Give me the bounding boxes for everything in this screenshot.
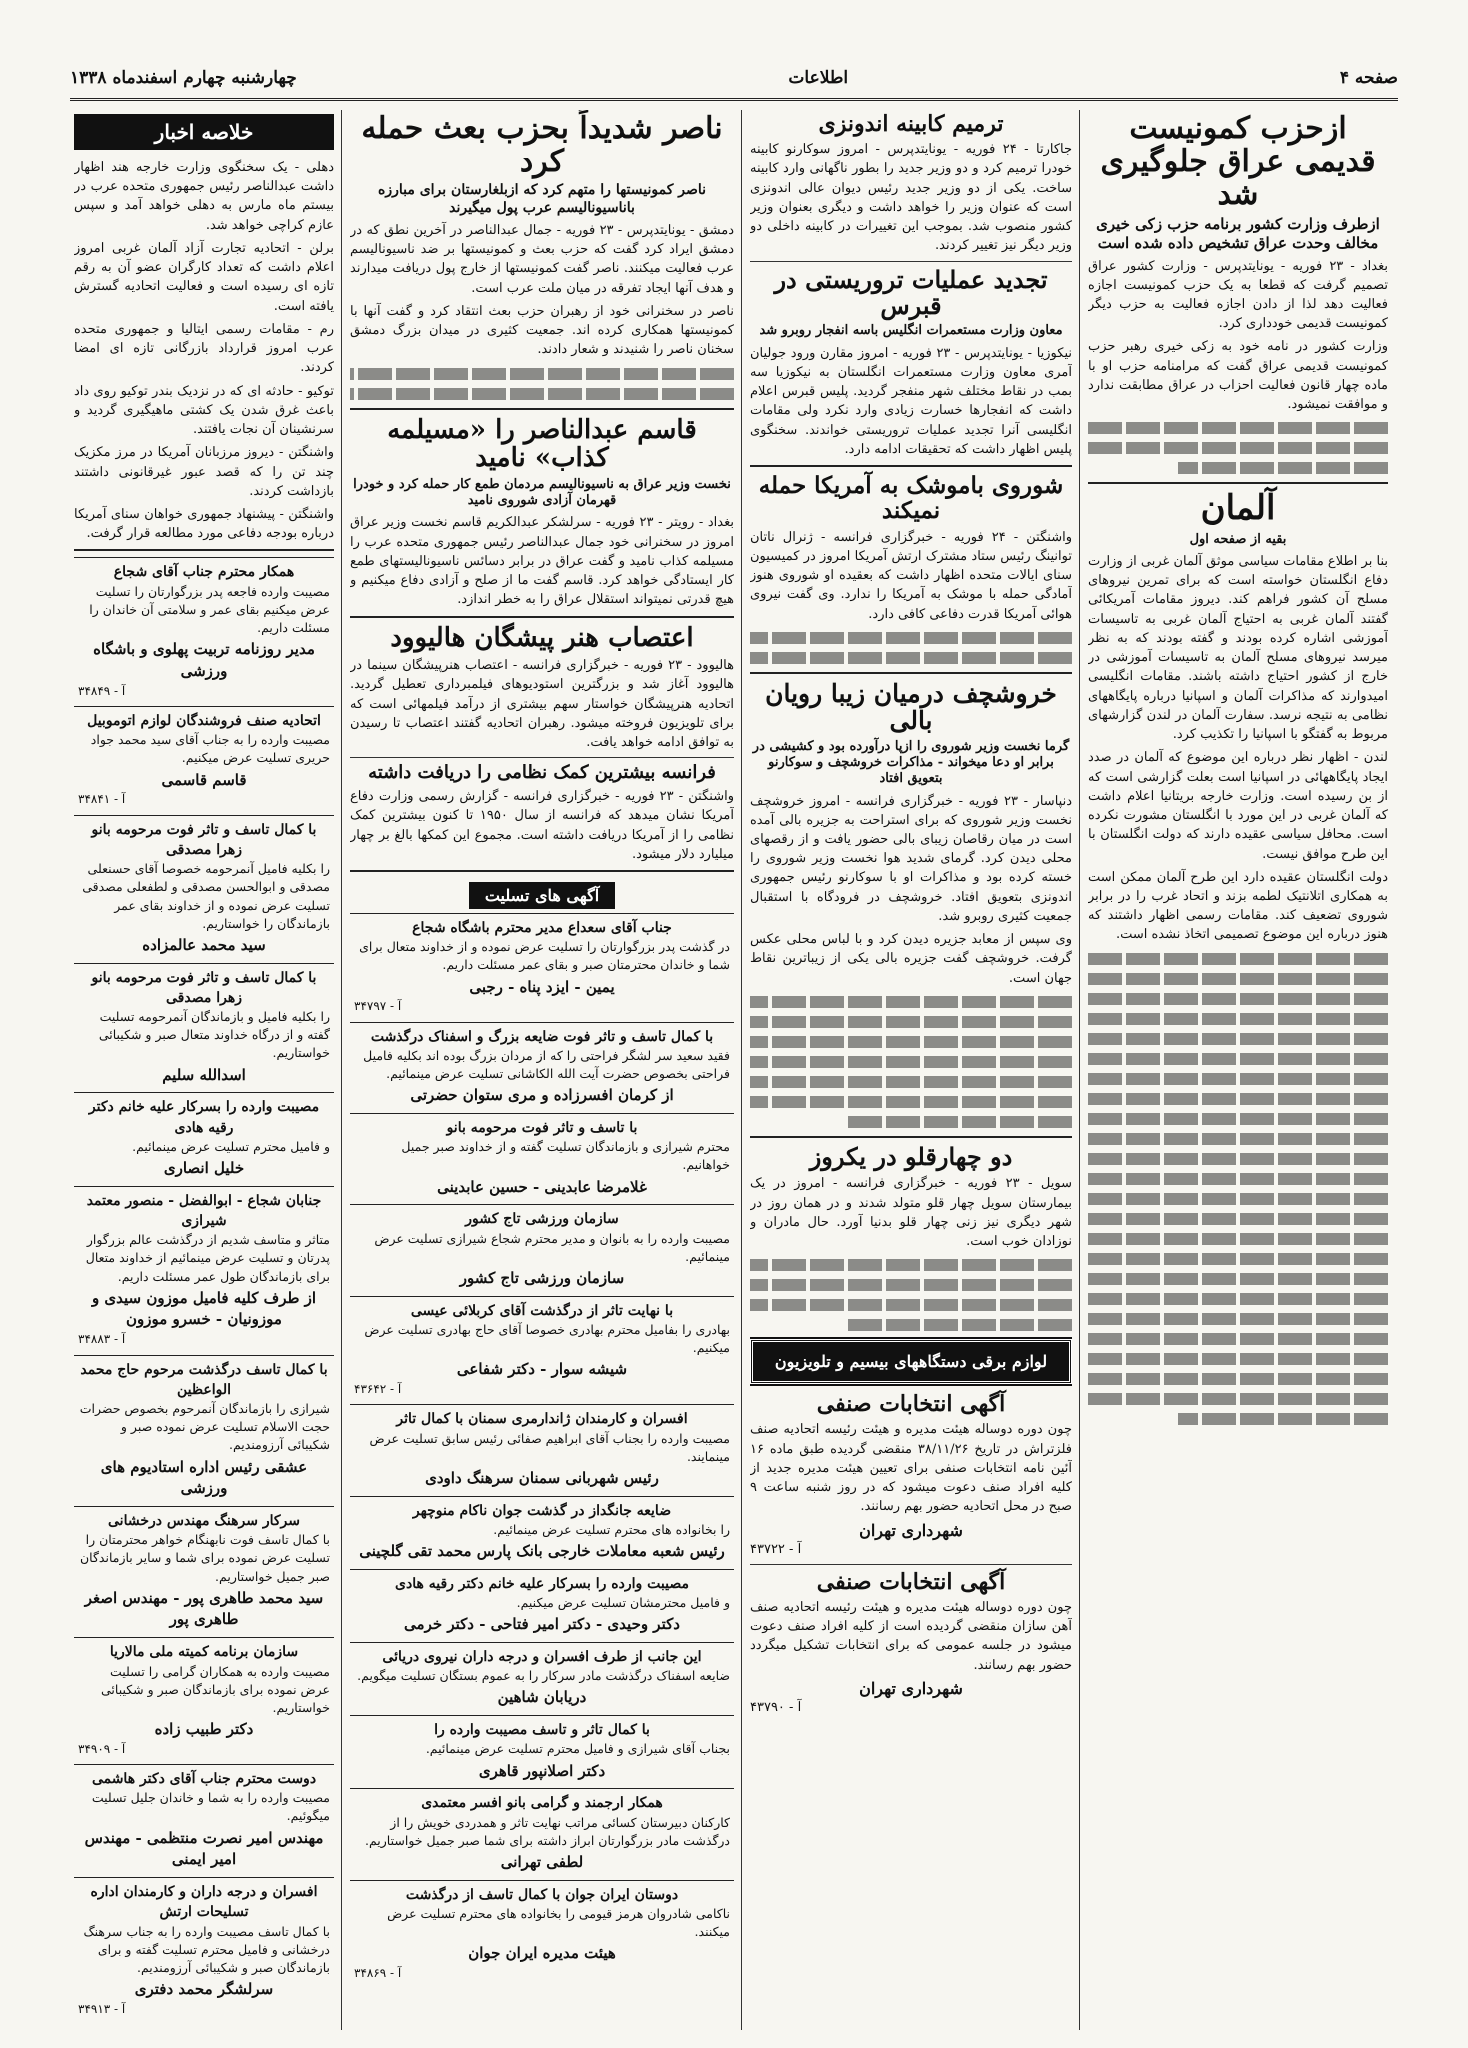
text-filler bbox=[750, 1036, 1072, 1048]
condolence-ad-mid-body: در گذشت پدر بزرگوارتان را تسلیت عرض نموده و از خداوند متعال برای شما و خاندان محترمتان صبر و بقای عمر مسئلت داریم. bbox=[359, 939, 730, 973]
text-filler bbox=[1088, 1393, 1388, 1405]
divider bbox=[350, 616, 734, 618]
text-filler bbox=[750, 1056, 1072, 1068]
divider bbox=[350, 870, 734, 872]
headline-indonesia: ترمیم کابینه اندونزی bbox=[818, 111, 1004, 137]
headline-khrushchev-bali: خروشچف درمیان زیبا رویان بالی bbox=[765, 678, 1057, 736]
condolence-ad-mid-sign: از کرمان افسرزاده و مری ستوان حضرتی bbox=[410, 1086, 674, 1105]
text-filler bbox=[750, 1096, 1072, 1108]
condolence-ad-mid-sign: یمین - ایزد پناه - رجبی bbox=[469, 977, 615, 996]
condolence-ad-mid-head: با تاسف و تاثر فوت مرحومه بانو bbox=[446, 1119, 638, 1136]
headline-elections-1: آگهی انتخابات صنفی bbox=[816, 1391, 1006, 1418]
condolence-label-wrap bbox=[350, 878, 734, 913]
text-filler bbox=[350, 388, 734, 400]
text-filler bbox=[1088, 1273, 1388, 1285]
condolence-ad-mid-head: همکار ارجمند و گرامی بانو افسر معتمدی bbox=[421, 1795, 663, 1812]
condolence-ad-left-head: با کمال تاسف درگذشت مرحوم حاج محمد الواعظین bbox=[80, 1361, 328, 1398]
condolence-ad-left-body: مصیبت وارده فاجعه پدر بزرگوارتان را تسلیت عرض میکنیم بقای عمر و سلامتی آن خاندان را مسئلت داریم. bbox=[89, 583, 330, 635]
text-filler bbox=[350, 368, 734, 380]
condolence-ad-left-4 bbox=[74, 963, 334, 1093]
headline-quadruplets: دو چهارقلو در یکروز bbox=[809, 1141, 1013, 1171]
condolence-ad-mid-body: ضایعه اسفناک درگذشت مادر سرکار را به عموم بستگان تسلیت میگویم. bbox=[357, 1668, 730, 1684]
divider bbox=[750, 672, 1072, 674]
condolence-ad-left-sign: دکتر طبیب زاده bbox=[154, 1719, 254, 1738]
masthead bbox=[70, 58, 1398, 101]
condolence-ad-mid-body: مصیبت وارده را بجناب آقای ابراهیم صفائی رئیس سابق تسلیت عرض مینمایند. bbox=[369, 1430, 730, 1464]
condolence-ad-left-sign: سرلشگر محمد دفتری bbox=[134, 1980, 274, 1999]
condolence-ad-mid-head: جناب آقای سعداع مدیر محترم باشگاه شجاع bbox=[412, 920, 672, 936]
text-filler bbox=[1088, 1193, 1388, 1205]
headline-germany: آلمان bbox=[1200, 488, 1276, 529]
condolence-ad-mid-sign: رئیس شعبه معاملات خارجی بانک پارس محمد تقی گلچینی bbox=[359, 1541, 725, 1560]
page-number: صفحه ۴ bbox=[1339, 68, 1398, 88]
continued-label: بقیه از صفحه اول bbox=[1189, 531, 1287, 547]
headline-cyprus: تجدید عملیات تروریستی در قبرس bbox=[774, 264, 1048, 320]
electronics-banner-ad: لوازم برقی دستگاههای بیسیم و تلویزیون bbox=[750, 1339, 1072, 1384]
headline-hollywood-strike: اعتصاب هنر پیشگان هالیوود bbox=[390, 622, 694, 653]
condolence-ad-left-body: متاثر و متاسف شدیم از درگذشت عالم بزرگوار پدرتان و تسلیت عرض مینمائیم از خداوند متعال برای بازماندگان طول عمر مسئلت داریم. bbox=[85, 1232, 330, 1284]
article-germany-p3: دولت انگلستان عقیده دارد این طرح آلمان ممکن است به همکاری اتلانتیک لطمه بزند و اتحاد غرب را در برابر شوروی تضعیف کند. مقامات رسمی اظهار داشتند که هنوز درباره این موضوع تصمیمی اتخاذ نشده است. bbox=[1088, 869, 1388, 943]
article-iraq-p2: وزارت کشور در نامه خود به زکی خیری رهبر حزب کمونیست قدیمی عراق گفت که مرامنامه حزب او با ماده چهار قانون فعالیت احزاب در عراق مطابقت ندارد و موافقت نمیشود. bbox=[1088, 339, 1388, 413]
text-filler bbox=[750, 1016, 1072, 1028]
text-filler bbox=[1088, 993, 1388, 1005]
condolence-ad-mid-6 bbox=[350, 1404, 734, 1495]
text-filler bbox=[1178, 462, 1388, 474]
text-filler bbox=[1178, 1413, 1388, 1425]
text-filler bbox=[847, 1116, 1072, 1128]
condolence-section-label: آگهی های تسلیت bbox=[469, 882, 615, 909]
headline-nasser-baath: ناصر شدیداً بحزب بعث حمله کرد bbox=[361, 111, 723, 179]
text-filler bbox=[1088, 973, 1388, 985]
condolence-ad-left-body: و فامیل محترم تسلیت عرض مینمائیم. bbox=[132, 1138, 330, 1154]
divider bbox=[74, 549, 334, 551]
condolence-ad-left-sign: اسدالله سلیم bbox=[162, 1065, 246, 1084]
article-cyprus: نیکوزیا - یونایتدپرس - ۲۳ فوریه - امروز مقارن ورود جولیان آمری معاون وزارت مستعمرات انگلستان به نیکوزیا سه بمب در نقاط مختلف شهر منفجر گردید. پلیس قبرس اعلام داشت که انفجارها خسارت زیادی وارد نکرد ولی مقامات انگلیسی آنرا تجدید عملیات تروریستی خواندند. سخنگوی پلیس اظهار داشت که تحقیقات ادامه دارد. bbox=[750, 345, 1072, 457]
condolence-ad-mid-head: با کمال تاسف و تاثر فوت ضایعه بزرگ و اسفناک درگذشت bbox=[370, 1028, 714, 1045]
text-filler bbox=[1088, 422, 1388, 434]
subhead-qasim-nasser: نخست وزیر عراق به ناسیونالیسم مردمان طمع کار حمله کرد و خودرا قهرمان آزادی شوروی نامید bbox=[353, 476, 731, 509]
condolence-ad-left-head: دوست محترم جناب آقای دکتر هاشمی bbox=[91, 1771, 317, 1788]
condolence-ad-mid-8 bbox=[350, 1569, 734, 1642]
text-filler bbox=[750, 1299, 1072, 1311]
condolence-ad-mid-body: مصیبت وارده را به بانوان و مدیر محترم شجاع شیرازی تسلیت عرض مینمائیم. bbox=[374, 1230, 730, 1264]
condolence-ad-left-code: آ - ۳۴۸۴۹ bbox=[78, 683, 126, 698]
column-left bbox=[74, 110, 334, 2030]
notice-elections-1-sign: شهرداری تهران bbox=[859, 1520, 963, 1540]
text-filler bbox=[1088, 1013, 1388, 1025]
condolence-ad-mid-7 bbox=[350, 1496, 734, 1569]
condolence-ad-mid-body: ناکامی شادروان هرمز قیومی را بخانواده های محترم تسلیت عرض میکنند. bbox=[387, 1905, 730, 1939]
condolence-ad-mid-head: ضایعه جانگداز در گذشت جوان ناکام منوچهر bbox=[412, 1502, 672, 1519]
divider bbox=[1088, 482, 1388, 484]
condolence-ad-left-head: مصیبت وارده را بسرکار علیه خانم دکتر رقیه هادی bbox=[88, 1099, 320, 1136]
notice-elections-2-code: آ - ۴۳۷۹۰ bbox=[750, 1699, 802, 1715]
issue-date: چهارشنبه چهارم اسفندماه ۱۳۳۸ bbox=[70, 68, 297, 88]
notice-elections-2-sign: شهرداری تهران bbox=[859, 1678, 963, 1698]
condolence-ad-mid-head: با کمال تاثر و تاسف مصیبت وارده را bbox=[434, 1722, 650, 1739]
condolence-ad-mid-sign: شیشه سوار - دکتر شفاعی bbox=[456, 1360, 628, 1379]
article-khrushchev-p1: دنپاسار - ۲۳ فوریه - خبرگزاری فرانسه - امروز خروشچف نخست وزیر شوروی که برای استراحت به جزیره بالی آمده است در میان رقاصان زیبای بالی حضور یافت و از رقصهای محلی دیدن کرد. گرمای شدید هوا نخست وزیر شوروی را خسته کرده بود و مذاکرات او با سوکارنو رئیس جمهوری اندونزی بتعویق افتاد. خروشچف در فرودگاه با استقبال جمعیت کثیری روبرو شد. bbox=[750, 793, 1072, 924]
condolence-ad-mid-3 bbox=[350, 1113, 734, 1204]
condolence-ad-left-1 bbox=[74, 557, 334, 706]
condolence-ad-left-code: آ - ۳۴۸۴۱ bbox=[78, 792, 126, 807]
condolence-ad-mid-head: افسران و کارمندان ژاندارمری سمنان با کمال تاثر bbox=[396, 1411, 688, 1428]
notice-elections-1: چون دوره دوساله هیئت مدیره و هیئت رئیسه اتحادیه صنف فلزتراش در تاریخ ۳۸/۱۱/۲۶ منقضی گردیده طبق ماده ۱۶ آئین نامه انتخابات صنفی برای تعیین هیئت مدیره جدید از کلیه افراد صنف دعوت میشود که در روز شنبه ساعت ۹ صبح در محل اتحادیه حضور بهم رسانند. bbox=[750, 1422, 1072, 1515]
headline-qasim-nasser: قاسم عبدالناصر را «مسیلمه کذاب» نامید bbox=[387, 414, 697, 474]
condolence-ad-mid-sign: لطفی تهرانی bbox=[500, 1852, 584, 1871]
condolence-ad-mid-body: را بخانواده های محترم تسلیت عرض مینمائیم. bbox=[493, 1521, 730, 1537]
article-qasim-nasser: بغداد - رویتر - ۲۳ فوریه - سرلشکر عبدالکریم قاسم نخست وزیر عراق امروز در سخنرانی خود جمال عبدالناصر رئیس جمهوری متحده عرب را مسیلمه کذاب نامید و گفت عراق در برابر دسائس ناسیونالیستهای طمع کار ایستادگی خواهد کرد. قاسم گفت ما از صلح و آزادی دفاع میکنیم و هیچ قدرتی نمیتواند استقلال عراق را به خطر اندازد. bbox=[350, 515, 734, 608]
text-filler bbox=[1088, 1373, 1388, 1385]
text-filler bbox=[750, 1259, 1072, 1271]
condolence-ad-left-head: سرکار سرهنگ مهندس درخشانی bbox=[108, 1513, 300, 1530]
headline-iraq-communist: ازحزب کمونیست قدیمی عراق جلوگیری شد bbox=[1100, 111, 1376, 212]
condolence-ad-left-sign: خلیل انصاری bbox=[163, 1158, 245, 1177]
article-hollywood-strike: هالیوود - ۲۳ فوریه - خبرگزاری فرانسه - اعتصاب هنرپیشگان سینما در هالیوود آغاز شد و بزرگترین استودیوهای فیلمبرداری تعطیل گردید. اتحادیه هنرپیشگان خواستار سهم بیشتری از درآمد فیلمهائی است که برای تلویزیون فروخته میشود. رهبران اتحادیه گفتند اعتصاب تا رسیدن به توافق ادامه خواهد یافت. bbox=[350, 658, 734, 751]
condolence-ad-mid-sign: دکتر وحیدی - دکتر امیر فتاحی - دکتر خرمی bbox=[404, 1615, 680, 1634]
condolence-ad-mid-12 bbox=[350, 1880, 734, 1989]
column-middle-left bbox=[350, 110, 734, 2030]
text-filler bbox=[1088, 1233, 1388, 1245]
headline-france-aid: فرانسه بیشترین کمک نظامی را دریافت داشته bbox=[368, 762, 716, 784]
subhead-iraq-communist: ازطرف وزارت کشور برنامه حزب زکی خیری مخالف وحدت عراق تشخیص داده شده است bbox=[1096, 215, 1380, 252]
notice-elections-1-code: آ - ۴۳۷۲۲ bbox=[750, 1541, 802, 1557]
text-filler bbox=[750, 1279, 1072, 1291]
condolence-ad-left-head: سازمان برنامه کمیته ملی مالاریا bbox=[109, 1644, 299, 1661]
condolence-ad-mid-body: محترم شیرازی و بازماندگان تسلیت گفته و از خداوند صبر جمیل خواهانیم. bbox=[401, 1139, 730, 1173]
condolence-ad-mid-sign: غلامرضا عابدینی - حسین عابدینی bbox=[437, 1177, 647, 1196]
summary-item-1: دهلی - یک سخنگوی وزارت خارجه هند اظهار داشت عبدالناصر رئیس جمهوری متحده عرب در بیستم ماه مارس به دهلی خواهد آمد و سپس عازم کراچی خواهد شد. bbox=[74, 160, 334, 233]
subhead-nasser-baath: ناصر کمونیستها را متهم کرد که ازبلغارستان برای مبارزه باناسیونالیسم عرب پول میگیرند bbox=[377, 182, 707, 216]
article-quadruplets: سویل - ۲۳ فوریه - خبرگزاری فرانسه - امروز در یک بیمارستان سویل چهار قلو متولد شدند و در همان روز در شهر دیگری نیز زنی چهار قلو بدنیا آورد. حال مادران و نوزادان خوب است. bbox=[750, 1176, 1072, 1249]
condolence-ad-left-6 bbox=[74, 1186, 334, 1355]
article-nasser-p1: دمشق - یونایتدپرس - ۲۳ فوریه - جمال عبدالناصر در آخرین نطق که در دمشق ایراد کرد گفت که حزب بعث و کمونیستها بر ضد ناسیونالیسم عرب فعالیت میکنند. ناصر گفت کمونیستها از خارج پول دریافت میدارند و هدف آنها ایجاد تفرقه در میان ملت عرب است. bbox=[350, 223, 734, 296]
divider bbox=[750, 465, 1072, 467]
condolence-ad-left-9 bbox=[74, 1637, 334, 1764]
text-filler bbox=[1088, 1333, 1388, 1345]
condolence-ad-mid-body: بهادری را بفامیل محترم بهادری خصوصا آقای حاج بهادری تسلیت عرض میکنیم. bbox=[364, 1321, 730, 1355]
article-germany-p1: بنا بر اطلاع مقامات سیاسی موثق آلمان غربی از وزارت دفاع انگلستان خواسته است که برای تمرین نیروهای مسلح آن کشور فراهم کند. دیروز مقامات آمریکائی گفتند آلمان غربی به احتیاج آلمان غربی به تاسیسات آموزشی اشاره کرده بودند و گفته بودند که به نظر میرسد نیروهای مسلح آلمان به تاسیسات آموزشی در خارج از کشور احتیاج داشته باشند. مقامات انگلیسی امیدوارند که مذاکرات آلمان و اسپانیا درباره پایگاههای نظامی به نتیجه نرسد. سفارت آلمان در لندن گزارشهای مربوط به گفتگو با اسپانیا را تکذیب کرد. bbox=[1088, 554, 1388, 743]
condolence-ad-mid-sign: هیئت مدیره ایران جوان bbox=[468, 1944, 616, 1963]
summary-item-3: رم - مقامات رسمی ایتالیا و جمهوری متحده عرب امروز قرارداد بازرگانی تازه ای امضا کردند. bbox=[74, 321, 334, 376]
article-indonesia: جاکارتا - ۲۴ فوریه - یونایتدپرس - امروز سوکارنو کابینه خودرا ترمیم کرد و دو وزیر جدید را بطور ناگهانی وارد کابینه ساخت. یکی از دو وزیر جدید رئیس دیوان عالی اندونزی است که عنوان وزیر را خواهد داشت و دیگری بعنوان وزیر کشور منصوب شد. بموجب این تغییرات در کابینه داخلی دو وزیر دیگر نیز تغییر کردند. bbox=[750, 142, 1072, 254]
headline-soviet-missile: شوروی باموشک به آمریکا حمله نمیکند bbox=[758, 472, 1064, 525]
condolence-ad-left-head: جنابان شجاع - ابوالفضل - منصور معتمد شیرازی bbox=[86, 1192, 322, 1230]
condolence-ad-left-code: آ - ۳۴۹۱۳ bbox=[78, 2001, 126, 2016]
article-soviet-missile: واشنگتن - ۲۴ فوریه - خبرگزاری فرانسه - ژنرال ناتان توانینگ رئیس ستاد مشترک ارتش آمریکا امروز در کمیسیون سنای ایالات متحده اظهار داشت که بعقیده او شوروی هنوز آمادگی حمله با موشک به آمریکا را ندارد. وی گفت نیروی هوائی آمریکا قدرت دفاعی کافی دارد. bbox=[750, 529, 1072, 622]
condolence-ad-left-sign: سید محمد عالمزاده bbox=[142, 935, 266, 954]
condolence-ad-mid-11 bbox=[350, 1788, 734, 1879]
text-filler bbox=[750, 652, 1072, 664]
text-filler bbox=[1088, 1293, 1388, 1305]
condolence-ad-left-body: شیرازی را بازماندگان آنمرحوم بخصوص حضرات حجت الاسلام تسلیت عرض نموده صبر و شکیبائی آرزومندیم. bbox=[79, 1401, 330, 1453]
text-filler bbox=[750, 632, 1072, 644]
article-france-aid: واشنگتن - ۲۳ فوریه - خبرگزاری فرانسه - گزارش رسمی وزارت دفاع آمریکا نشان میدهد که فرانسه از سال ۱۹۵۰ تا کنون بیشترین کمک نظامی را از آمریکا دریافت داشته است. مجموع این کمکها بالغ بر چهار میلیارد دلار میشود. bbox=[350, 789, 734, 862]
condolence-ad-left-sign: مهندس امیر نصرت منتظمی - مهندس امیر ایمنی bbox=[84, 1828, 324, 1869]
text-filler bbox=[1088, 1213, 1388, 1225]
condolence-ad-mid-10 bbox=[350, 1715, 734, 1788]
column-rule bbox=[341, 110, 342, 2030]
subhead-khrushchev-bali: گرما نخست وزیر شوروی را ازپا درآورده بود و کشیشی در برابر او دعا میخواند - مذاکرات خروشچف و سوکارنو بتعویق افتاد bbox=[752, 738, 1070, 787]
summary-item-5: واشنگتن - دیروز مرزبانان آمریکا در مرز مکزیک چند تن را که قصد عبور غیرقانونی داشتند بازداشت کردند. bbox=[74, 445, 334, 499]
condolence-ad-left-10 bbox=[74, 1764, 334, 1877]
condolence-ad-left-11 bbox=[74, 1877, 334, 2024]
condolence-ad-left-7 bbox=[74, 1355, 334, 1506]
condolence-ad-mid-4 bbox=[350, 1204, 734, 1295]
text-filler bbox=[1088, 1353, 1388, 1365]
article-germany-p2: لندن - اظهار نظر درباره این موضوع که آلمان در صدد ایجاد پایگاههائی در اسپانیا است بعلت گزارشی است که از بن رسیده است. وزارت خارجه بریتانیا اعلام داشت که آلمان غربی در این مورد با انگلستان مشورت نکرده است. محافل سیاسی عقیده دارند که دولت انگلستان با این طرح موافق نیست. bbox=[1088, 750, 1388, 862]
condolence-ad-mid-1 bbox=[350, 913, 734, 1022]
condolence-ad-mid-5 bbox=[350, 1296, 734, 1405]
condolence-ad-mid-sign: دکتر اصلانپور قاهری bbox=[478, 1761, 606, 1780]
condolence-ad-left-code: آ - ۳۴۸۸۳ bbox=[78, 1332, 126, 1347]
newspaper-name: اطلاعات bbox=[788, 68, 849, 88]
column-middle-right bbox=[750, 110, 1072, 2030]
text-filler bbox=[750, 1076, 1072, 1088]
column-iraq-germany bbox=[1088, 110, 1388, 2030]
condolence-ad-left-2 bbox=[74, 706, 334, 815]
condolence-ad-mid-code: آ - ۴۳۶۴۲ bbox=[354, 1381, 402, 1396]
condolence-ad-mid-body: فقید سعید سر لشگر فراحتی را که از مردان بزرگ بوده اند بکلیه فامیل فراحتی بخصوص حضرت آیت الله الکاشانی تسلیت عرض مینمائیم. bbox=[363, 1047, 730, 1082]
text-filler bbox=[1088, 1113, 1388, 1125]
summary-item-6: واشنگتن - پیشنهاد جمهوری خواهان سنای آمریکا درباره بودجه دفاعی مورد مطالعه قرار گرفت. bbox=[74, 506, 334, 542]
condolence-ad-mid-sign: سازمان ورزشی تاج کشور bbox=[459, 1268, 625, 1287]
condolence-ad-left-body: را بکلیه فامیل و بازماندگان آنمرحومه تسلیت گفته و از درگاه خداوند متعال صبر و شکیبائی خواستاریم. bbox=[98, 1009, 330, 1061]
condolence-ad-left-sign: مدیر روزنامه تربیت پهلوی و باشگاه ورزشی bbox=[93, 640, 315, 680]
condolence-ad-left-5 bbox=[74, 1092, 334, 1185]
condolence-ad-mid-sign: رئیس شهربانی سمنان سرهنگ داودی bbox=[425, 1468, 659, 1487]
condolence-ad-left-sign: عشقی رئیس اداره استادیوم های ورزشی bbox=[100, 1457, 308, 1498]
condolence-ad-mid-body: کارکنان دبیرستان کسائی مراتب نهایت تاثر و همدردی خویش را از درگذشت مادر بزرگوارتان ابراز داشته برای شما صبر جمیل خواستاریم. bbox=[364, 1814, 730, 1848]
text-filler bbox=[1088, 1313, 1388, 1325]
condolence-ads-left bbox=[74, 557, 334, 2024]
text-filler bbox=[847, 1319, 1072, 1331]
summary-item-2: برلن - اتحادیه تجارت آزاد آلمان غربی امروز اعلام داشت که تعداد کارگران عضو آن به رقم تازه ای رسیده است و فعالیت اتحادیه گسترش یافته است. bbox=[74, 240, 334, 314]
headline-elections-2: آگهی انتخابات صنفی bbox=[816, 1568, 1006, 1595]
divider bbox=[750, 261, 1072, 262]
divider bbox=[350, 408, 734, 410]
condolence-ad-mid-body: بجناب آقای شیرازی و فامیل محترم تسلیت عرض مینمائیم. bbox=[425, 1741, 730, 1757]
condolence-ad-left-head: اتحادیه صنف فروشندگان لوازم اتوموبیل bbox=[87, 713, 321, 730]
text-filler bbox=[1088, 1093, 1388, 1105]
text-filler bbox=[1088, 1133, 1388, 1145]
condolence-ad-left-body: با کمال تاسف مصیبت وارده را به جناب سرهنگ درخشانی و فامیل محترم تسلیت گفته و برای بازماندگان صبر و شکیبائی آرزومندیم. bbox=[83, 1923, 330, 1975]
text-filler bbox=[1088, 442, 1388, 454]
condolence-ad-left-sign: از طرف کلیه فامیل موزون سیدی و موزونیان - خسرو موزون bbox=[91, 1288, 317, 1329]
condolence-ad-mid-sign: دریابان شاهین bbox=[497, 1688, 587, 1707]
condolence-ad-mid-2 bbox=[350, 1022, 734, 1113]
article-khrushchev-p2: وی سپس از معابد جزیره دیدن کرد و با لباس محلی عکس گرفت. خروشچف گفت جزیره بالی یکی از زیباترین نقاط جهان است. bbox=[750, 932, 1072, 986]
condolence-ad-mid-head: دوستان ایران جوان با کمال تاسف از درگذشت bbox=[405, 1886, 679, 1903]
condolence-ad-left-body: مصیبت وارده به همکاران گرامی را تسلیت عرض نموده برای بازماندگان صبر و شکیبائی خواستاریم. bbox=[101, 1663, 330, 1715]
news-summary-title: خلاصه اخبار bbox=[74, 114, 334, 150]
condolence-ad-left-body: با کمال تاسف فوت نابهنگام خواهر محترمتان را تسلیت عرض نموده برای شما و سایر بازماندگان صبر جمیل خواستاریم. bbox=[79, 1532, 330, 1584]
text-filler bbox=[1088, 1153, 1388, 1165]
condolence-ad-left-3 bbox=[74, 815, 334, 963]
text-filler bbox=[1088, 1253, 1388, 1265]
text-filler bbox=[750, 996, 1072, 1008]
text-filler bbox=[1088, 1053, 1388, 1065]
article-iraq-p1: بغداد - ۲۳ فوریه - یونایتدپرس - وزارت کشور عراق تصمیم گرفت که قطعا به یک حزب کمونیست اجازه فعالیت دهد لذا از دادن اجازه فعالیت به حزب دیگر کمونیست قدیمی خودداری کرد. bbox=[1088, 258, 1388, 332]
condolence-ad-left-head: افسران و درجه داران و کارمندان اداره تسلیحات ارتش bbox=[90, 1884, 318, 1921]
condolence-ad-mid-code: آ - ۳۴۸۶۹ bbox=[354, 1965, 402, 1980]
article-nasser-p2: ناصر در سخنرانی خود از رهبران حزب بعث انتقاد کرد و گفت آنها با کمونیستها همکاری کرده اند. جمعیت کثیری در میدان بزرگ دمشق سخنان ناصر را شنیدند و شعار دادند. bbox=[350, 303, 734, 358]
text-filler bbox=[1088, 1033, 1388, 1045]
text-filler bbox=[1088, 953, 1388, 965]
condolence-ad-mid-code: آ - ۳۴۷۹۷ bbox=[354, 999, 402, 1014]
condolence-ad-left-sign: سید محمد طاهری پور - مهندس اصغر طاهری پور bbox=[84, 1588, 324, 1629]
condolence-ad-mid-body: و فامیل محترمشان تسلیت عرض میکنیم. bbox=[516, 1595, 730, 1611]
condolence-ad-left-body: را بکلیه فامیل آنمرحومه خصوصا آقای حسنعلی مصدقی و ابوالحسن مصدقی و لطفعلی مصدقی تسلیت عرض نموده و از خداوند بقای عمر بازماندگان را خواستاریم. bbox=[82, 861, 330, 931]
text-filler bbox=[1088, 1173, 1388, 1185]
divider bbox=[350, 757, 734, 758]
condolence-ad-mid-head: این جانب از طرف افسران و درجه داران نیروی دریائی bbox=[382, 1648, 702, 1665]
divider bbox=[750, 1564, 1072, 1565]
condolence-ad-mid-9 bbox=[350, 1642, 734, 1715]
condolence-ads-middle bbox=[350, 913, 734, 1988]
condolence-ad-left-8 bbox=[74, 1506, 334, 1637]
column-rule bbox=[741, 110, 742, 2030]
condolence-ad-left-body: مصیبت وارده را به جناب آقای سید محمد جواد حریری تسلیت عرض میکنیم. bbox=[90, 732, 330, 766]
condolence-ad-mid-head: با نهایت تاثر از درگذشت آقای کربلائی عیسی bbox=[410, 1302, 674, 1319]
subhead-cyprus: معاون وزارت مستعمرات انگلیس باسه انفجار روبرو شد bbox=[759, 323, 1063, 339]
text-filler bbox=[1088, 1073, 1388, 1085]
condolence-ad-mid-head: مصیبت وارده را بسرکار علیه خانم دکتر رقیه هادی bbox=[395, 1575, 689, 1592]
condolence-ad-mid-head: سازمان ورزشی تاج کشور bbox=[465, 1211, 619, 1228]
divider bbox=[750, 1136, 1072, 1138]
summary-item-4: توکیو - حادثه ای که در نزدیک بندر توکیو روی داد باعث غرق شدن یک کشتی ماهیگیری گردید و سرنشینان آن نجات یافتند. bbox=[74, 383, 334, 438]
condolence-ad-left-head: با کمال تاسف و تاثر فوت مرحومه بانو زهرا مصدقی bbox=[91, 969, 317, 1006]
condolence-ad-left-head: همکار محترم جناب آقای شجاع bbox=[113, 564, 295, 581]
column-rule bbox=[1079, 110, 1080, 2030]
condolence-ad-left-head: با کمال تاسف و تاثر فوت مرحومه بانو زهرا مصدقی bbox=[91, 821, 317, 858]
condolence-ad-left-sign: قاسم قاسمی bbox=[161, 770, 247, 789]
notice-elections-2: چون دوره دوساله هیئت مدیره و هیئت رئیسه اتحادیه صنف آهن سازان منقضی گردیده است از کلیه افراد صنف دعوت میشود در جلسه عمومی که برای انتخابات تشکیل میگردد حضور بهم رسانند. bbox=[750, 1600, 1072, 1673]
condolence-ad-left-code: آ - ۳۴۹۰۹ bbox=[78, 1741, 126, 1756]
condolence-ad-left-body: مصیبت وارده را به شما و خاندان جلیل تسلیت میگوئیم. bbox=[91, 1790, 330, 1824]
